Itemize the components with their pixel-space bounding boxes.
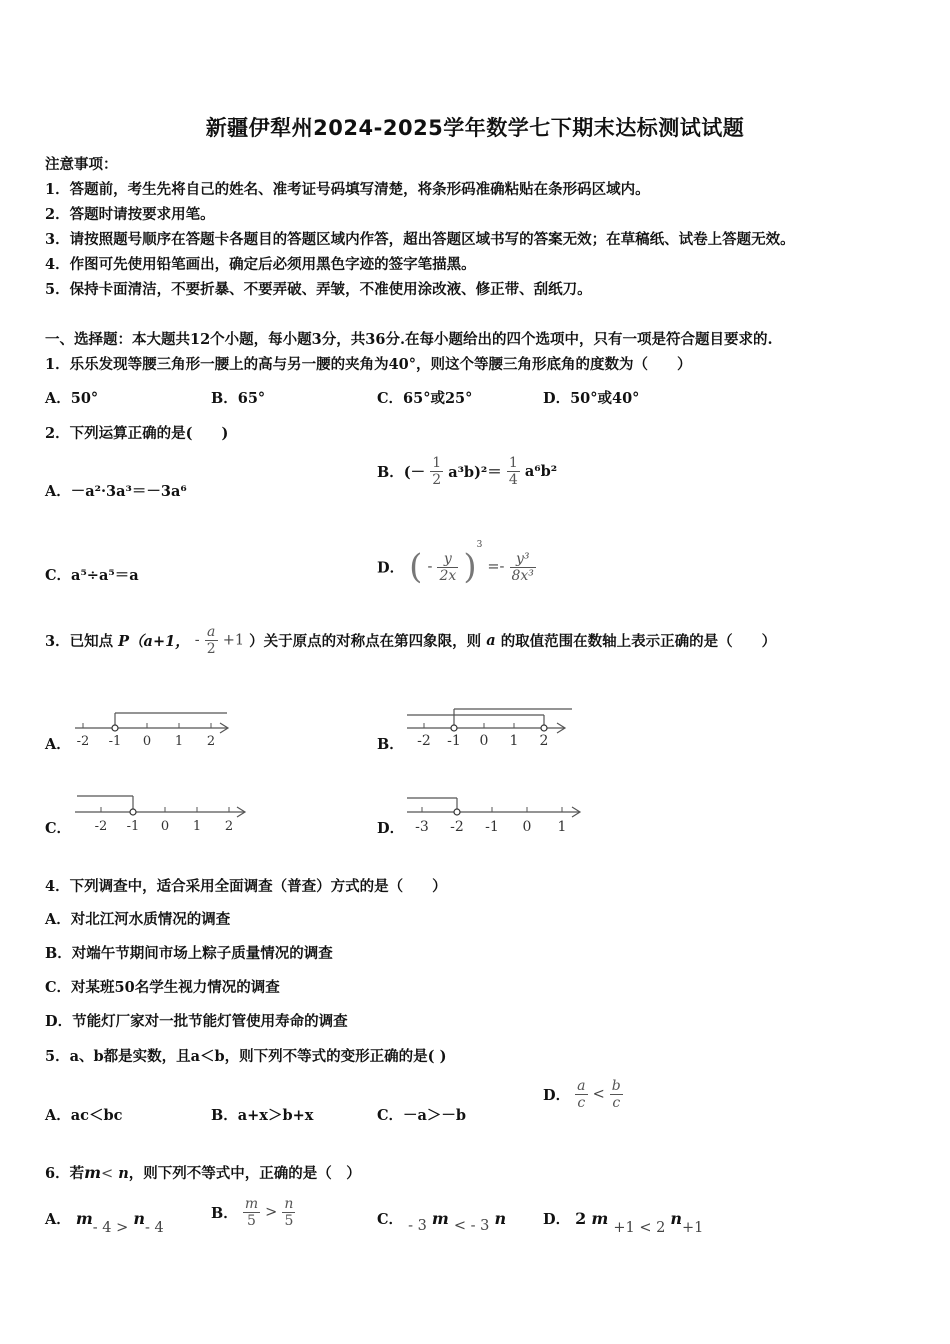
page-title: 新疆伊犁州2024-2025学年数学七下期末达标测试试题 xyxy=(205,116,745,140)
notice-heading: 注意事项： xyxy=(45,156,118,173)
notice-item: 1．答题前，考生先将自己的姓名、准考证号码填写清楚，将条形码准确粘贴在条形码区域内。 xyxy=(45,181,650,198)
left-paren: ( xyxy=(409,547,423,587)
q2-d-minus: - xyxy=(427,559,433,575)
q4-option-b: B．对端午节期间市场上粽子质量情况的调查 xyxy=(45,945,333,962)
q3-stem-end: 的取值范围在数轴上表示正确的是（ ） xyxy=(500,633,777,650)
q6-option-b xyxy=(211,1196,295,1229)
q5-option-c: C．－a＞－b xyxy=(377,1107,467,1124)
frac-denominator: 4 xyxy=(508,472,518,488)
question-3-stem xyxy=(45,624,776,657)
q6-a-minus4: - 4 xyxy=(144,1220,164,1236)
q5-d-label: D． xyxy=(543,1087,571,1104)
tick-label: 0 xyxy=(160,819,170,834)
q5-option-b: B．a+x＞b+x xyxy=(211,1107,314,1124)
frac-numerator: a xyxy=(205,624,218,641)
q2-d-label: D． xyxy=(377,559,405,577)
q6-stem-pre: 6．若 xyxy=(45,1165,85,1182)
q4-option-c: C．对某班50名学生视力情况的调查 xyxy=(45,979,280,996)
q6-c-neg3: - 3 xyxy=(408,1218,427,1234)
tick-label: -2 xyxy=(76,734,90,749)
q6-d-plus1-lt-2: +1 < 2 xyxy=(613,1220,666,1236)
q1-option-c: C．65°或25° xyxy=(377,390,473,407)
q2-b-label: B． xyxy=(377,464,404,481)
frac-denominator: 2x xyxy=(439,567,457,584)
var-n: n xyxy=(494,1209,507,1228)
q6-option-a xyxy=(45,1208,164,1236)
tick-label: 2 xyxy=(224,819,234,834)
notice-item: 5．保持卡面清洁，不要折暴、不要弄破、弄皱，不准使用涂改液、修正带、刮纸刀。 xyxy=(45,281,592,298)
q2-d-frac-right xyxy=(510,551,536,584)
question-1-stem: 1．乐乐发现等腰三角形一腰上的高与另一腰的夹角为40°，则这个等腰三角形底角的度数为（ ） xyxy=(45,356,692,373)
q2-c-expr: a⁵÷a⁵＝a xyxy=(71,567,139,584)
q6-stem-post: ，则下列不等式中，正确的是（ ） xyxy=(128,1165,361,1182)
frac-numerator: a xyxy=(577,1078,586,1094)
q3-option-d-label: D． xyxy=(377,820,405,837)
frac-denominator: 5 xyxy=(247,1213,256,1229)
q5-d-frac-right xyxy=(610,1078,623,1111)
var-n: n xyxy=(670,1209,683,1228)
q3-number-line-a xyxy=(72,708,237,750)
q1-option-d: D．50°或40° xyxy=(543,390,640,407)
q5-d-lt: < xyxy=(592,1086,605,1103)
q2-d-exponent: 3 xyxy=(476,540,483,550)
q6-lt: < xyxy=(101,1166,114,1182)
q4-option-a: A．对北江河水质情况的调查 xyxy=(45,911,231,928)
q5-option-a: A．ac＜bc xyxy=(45,1107,123,1124)
q6-b-frac-left xyxy=(243,1196,260,1229)
frac-numerator: m xyxy=(244,1196,259,1212)
tick-label: 0 xyxy=(522,819,532,835)
q6-b-frac-right xyxy=(282,1196,295,1229)
q5-option-d xyxy=(543,1078,623,1111)
tick-label: 2 xyxy=(539,733,549,749)
notice-item: 2．答题时请按要求用笔。 xyxy=(45,206,215,223)
q6-b-label: B． xyxy=(211,1205,238,1222)
tick-label: -2 xyxy=(450,819,464,835)
tick-label: 1 xyxy=(192,819,202,834)
q2-option-b xyxy=(377,455,557,488)
frac-numerator: 1 xyxy=(508,455,518,471)
q6-m: m xyxy=(84,1163,102,1182)
q2-c-label: C． xyxy=(45,567,72,584)
q3-number-line-d xyxy=(404,792,584,836)
q6-d-plus1: +1 xyxy=(682,1220,704,1236)
q2-d-frac-left xyxy=(437,551,458,584)
question-4-stem: 4．下列调查中，适合采用全面调查（普查）方式的是（ ） xyxy=(45,878,447,895)
q3-point: P（a+1， xyxy=(118,633,190,650)
frac-denominator: 2 xyxy=(432,472,442,488)
q3-number-line-c xyxy=(72,790,252,834)
q2-option-d xyxy=(377,540,536,587)
q6-n: n xyxy=(118,1165,129,1182)
q6-option-d xyxy=(543,1208,704,1236)
q4-option-d: D．节能灯厂家对一批节能灯管使用寿命的调查 xyxy=(45,1013,348,1030)
q2-b-frac-half xyxy=(430,455,443,488)
section-heading: 一、选择题：本大题共12个小题，每小题3分，共36分.在每小题给出的四个选项中，只有一项是符合题目要求的. xyxy=(45,331,773,348)
q2-b-open: (－ xyxy=(403,464,426,481)
q2-a-expr: －a²·3a³＝－3a⁶ xyxy=(70,483,187,500)
q1-option-a: A．50° xyxy=(45,390,99,407)
q3-frac-suffix: +1 xyxy=(222,632,245,649)
frac-denominator: 8x³ xyxy=(511,567,534,584)
q3-stem-pre: 3．已知点 xyxy=(45,633,114,650)
var-m: m xyxy=(75,1209,93,1228)
q6-d-2: 2 xyxy=(575,1209,587,1228)
q3-option-a-label: A． xyxy=(45,736,71,753)
q2-d-eq: =- xyxy=(487,559,505,575)
q6-b-gt: > xyxy=(265,1204,278,1221)
q6-a-minus4-gt: - 4 > xyxy=(92,1220,129,1236)
q3-option-c-label: C． xyxy=(45,820,72,837)
q3-option-b-label: B． xyxy=(377,736,404,753)
tick-label: 0 xyxy=(142,734,152,749)
q2-b-tail: a⁶b² xyxy=(524,463,558,480)
q2-a-label: A． xyxy=(45,483,71,500)
q2-option-a xyxy=(45,480,187,501)
right-paren: ) xyxy=(463,547,477,587)
question-6-stem xyxy=(45,1162,361,1183)
frac-numerator: 1 xyxy=(432,455,442,471)
tick-label: -2 xyxy=(94,819,108,834)
tick-label: -1 xyxy=(485,819,499,835)
notice-item: 3．请按照题号顺序在答题卡各题目的答题区域内作答，超出答题区域书写的答案无效；在草稿纸、试卷上答题无效。 xyxy=(45,231,795,248)
frac-denominator: c xyxy=(577,1095,586,1111)
tick-label: 1 xyxy=(174,734,184,749)
tick-label: -2 xyxy=(417,733,431,749)
tick-label: -3 xyxy=(415,819,429,835)
tick-label: -1 xyxy=(126,819,140,834)
q5-d-frac-left xyxy=(575,1078,587,1111)
frac-numerator: y xyxy=(437,551,458,568)
var-m: m xyxy=(431,1209,449,1228)
tick-label: 0 xyxy=(479,733,489,749)
tick-label: -1 xyxy=(447,733,461,749)
tick-label: 1 xyxy=(509,733,519,749)
q3-frac xyxy=(205,624,218,657)
q2-option-c xyxy=(45,564,139,585)
q2-b-frac-quarter xyxy=(507,455,520,488)
tick-label: 2 xyxy=(206,734,216,749)
notice-item: 4．作图可先使用铅笔画出，确定后必须用黑色字迹的签字笔描黑。 xyxy=(45,256,476,273)
frac-numerator: b xyxy=(611,1078,621,1094)
frac-numerator: n xyxy=(284,1196,294,1212)
q6-option-c xyxy=(377,1208,507,1234)
q3-var: a xyxy=(486,632,496,649)
q3-stem-post: ）关于原点的对称点在第四象限，则 xyxy=(249,633,482,650)
var-m: m xyxy=(591,1209,609,1228)
tick-label: -1 xyxy=(108,734,122,749)
frac-denominator: 2 xyxy=(206,641,216,657)
q6-a-label: A． xyxy=(45,1211,71,1228)
question-5-stem: 5．a、b都是实数，且a＜b，则下列不等式的变形正确的是( ) xyxy=(45,1048,447,1065)
q6-c-label: C． xyxy=(377,1211,404,1228)
q3-number-line-b xyxy=(404,704,579,750)
q6-d-label: D． xyxy=(543,1211,571,1228)
q3-frac-prefix: - xyxy=(194,632,200,649)
q6-c-lt-neg3: < - 3 xyxy=(453,1218,490,1234)
question-2-stem: 2．下列运算正确的是( ) xyxy=(45,425,229,442)
var-n: n xyxy=(133,1209,145,1228)
tick-label: 1 xyxy=(557,819,567,835)
frac-denominator: c xyxy=(612,1095,621,1111)
frac-denominator: 5 xyxy=(284,1213,294,1229)
q2-b-mid: a³b)²＝ xyxy=(448,464,502,481)
frac-numerator: y³ xyxy=(510,551,536,568)
q1-option-b: B．65° xyxy=(211,390,266,407)
